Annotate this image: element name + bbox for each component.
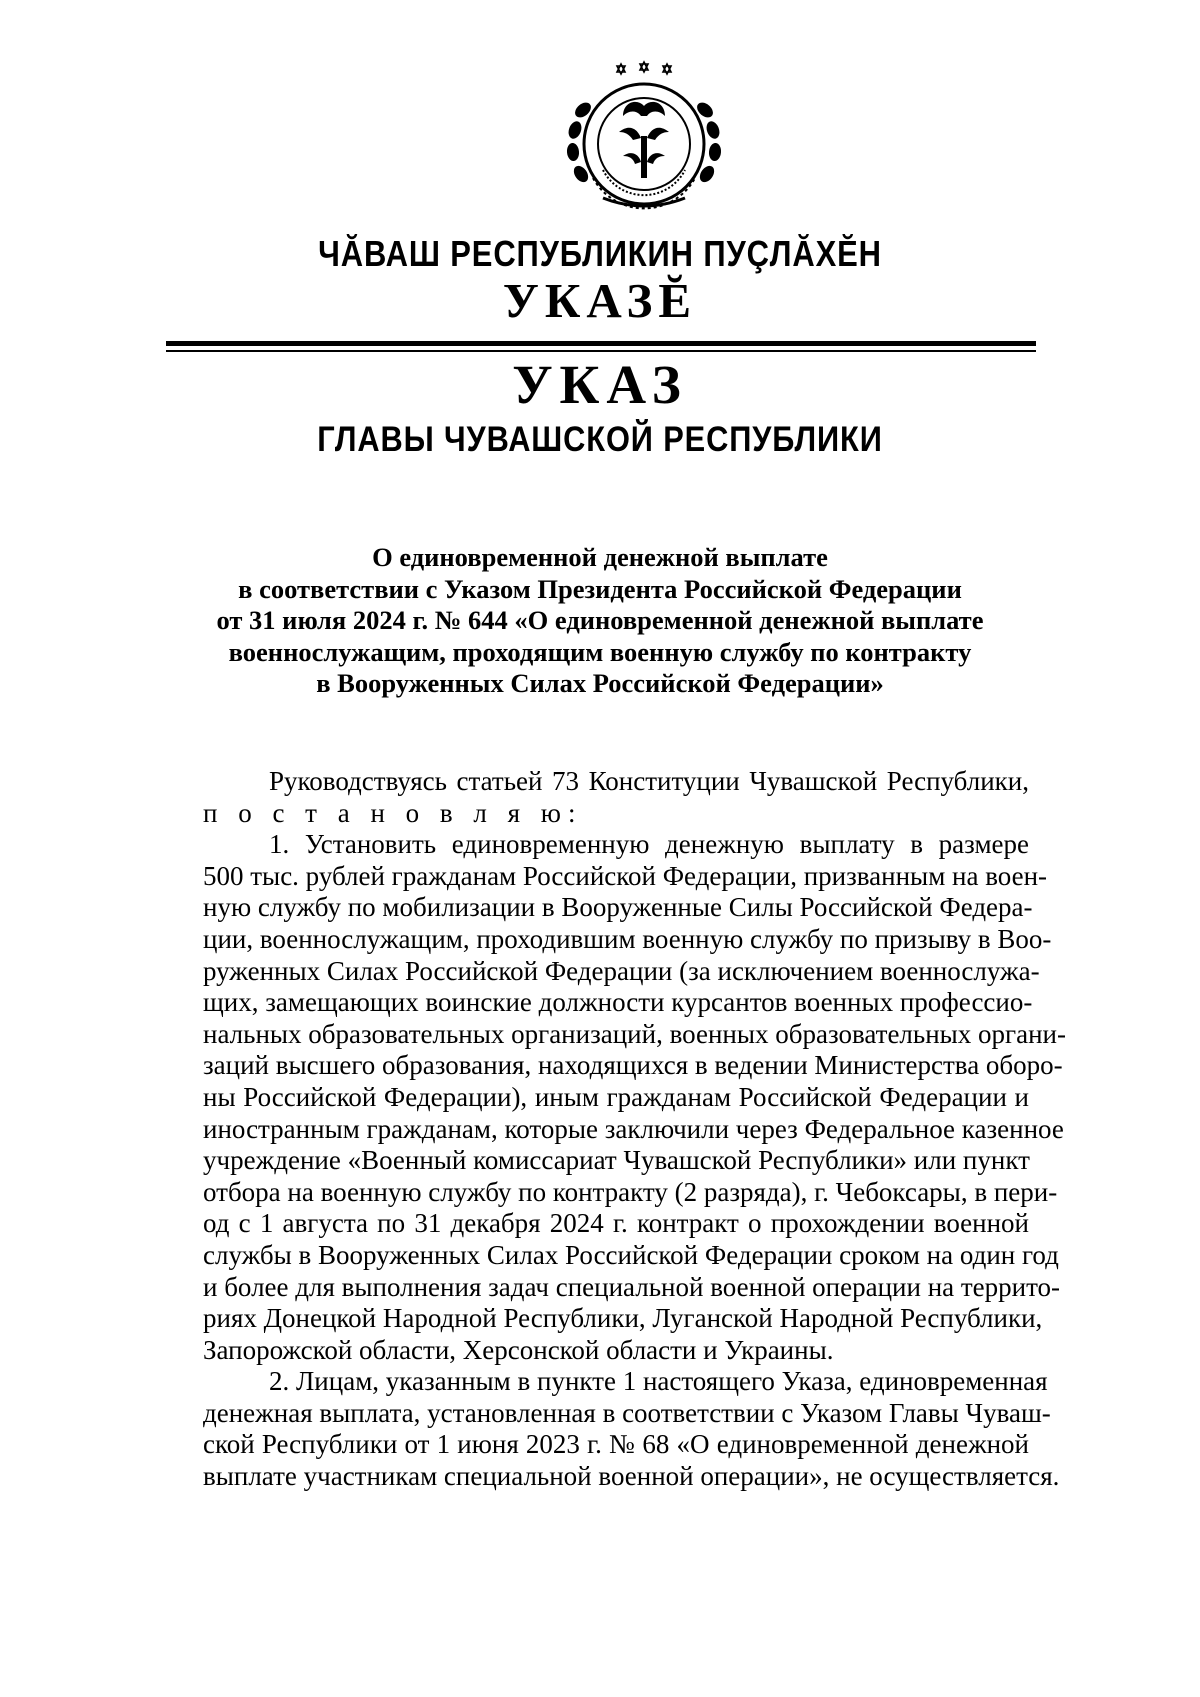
- paragraph1-line: службы в Вооруженных Силах Российской Федерации сроком на один год: [203, 1239, 1059, 1270]
- paragraph1-line: иностранным гражданам, которые заключили через Федеральное казенное: [203, 1113, 1064, 1144]
- paragraph1-line: и более для выполнения задач специальной военной операции на террито-: [203, 1271, 1061, 1302]
- paragraph2-line: выплате участникам специальной военной операции», не осуществляется.: [203, 1461, 1060, 1492]
- paragraph1-line: руженных Силах Российской Федерации (за исключением военнослужа-: [203, 955, 1040, 986]
- header-russian-ukaz: УКАЗ: [512, 354, 688, 415]
- paragraph1-line: ную службу по мобилизации в Вооруженные Силы Российской Федера-: [203, 892, 1033, 923]
- header-chuvash-line1: ЧĂВАШ РЕСПУБЛИКИН ПУÇЛĂХĔН: [318, 233, 882, 274]
- title-line: в Вооруженных Силах Российской Федерации»: [316, 668, 884, 699]
- header-divider-thick: [166, 341, 1036, 346]
- paragraph2-line: ской Республики от 1 июня 2023 г. № 68 «О единовременной денежной: [203, 1429, 1029, 1460]
- paragraph2-line: 2. Лицам, указанным в пункте 1 настоящего Указа, единовременная: [269, 1366, 1048, 1397]
- title-line: от 31 июля 2024 г. № 644 «О единовременной денежной выплате: [216, 605, 984, 636]
- paragraph1-line: нальных образовательных организаций, военных образовательных органи-: [203, 1018, 1066, 1049]
- title-line: военнослужащим, проходящим военную службу по контракту: [228, 636, 972, 667]
- paragraph1-line: 500 тыс. рублей гражданам Российской Федерации, призванным на воен-: [203, 860, 1048, 891]
- title-line: О единовременной денежной выплате: [372, 542, 828, 572]
- coat-of-arms-emblem: [563, 58, 725, 210]
- paragraph1-line: щих, замещающих воинские должности курсантов военных профессио-: [203, 987, 1033, 1018]
- header-divider-thin: [166, 350, 1036, 352]
- title-line: в соответствии с Указом Президента Российской Федерации: [238, 573, 962, 604]
- paragraph1-line: учреждение «Военный комиссариат Чувашской Республики» или пункт: [203, 1145, 1030, 1176]
- paragraph1-line: 1. Установить единовременную денежную выплату в размере: [269, 829, 1029, 860]
- preamble-line: Руководствуясь статьей 73 Конституции Чувашской Республики,: [269, 766, 1029, 796]
- header-russian-line2: ГЛАВЫ ЧУВАШСКОЙ РЕСПУБЛИКИ: [317, 420, 883, 459]
- decree-title: [160, 542, 1040, 700]
- paragraph1-line: риях Донецкой Народной Республики, Луганской Народной Республики,: [203, 1303, 1043, 1334]
- paragraph1-line: од с 1 августа по 31 декабря 2024 г. контракт о прохождении военной: [203, 1208, 1029, 1239]
- paragraph1-line: ции, военнослужащим, проходившим военную службу по призыву в Воо-: [203, 923, 1052, 954]
- header-chuvash-ukaze: УКАЗĔ: [502, 273, 698, 328]
- paragraph1-line: ны Российской Федерации), иным гражданам Российской Федерации и: [203, 1081, 1029, 1112]
- paragraph1-line: Запорожской области, Херсонской области и Украины.: [203, 1334, 834, 1365]
- preamble-resolve: п о с т а н о в л я ю:: [203, 797, 583, 828]
- paragraph1-line: отбора на военную службу по контракту (2 разряда), г. Чебоксары, в пери-: [203, 1176, 1058, 1207]
- paragraph1-line: заций высшего образования, находящихся в ведении Министерства оборо-: [203, 1050, 1063, 1081]
- paragraph2-line: денежная выплата, установленная в соответствии с Указом Главы Чуваш-: [203, 1397, 1051, 1428]
- decree-body: [203, 766, 1066, 1493]
